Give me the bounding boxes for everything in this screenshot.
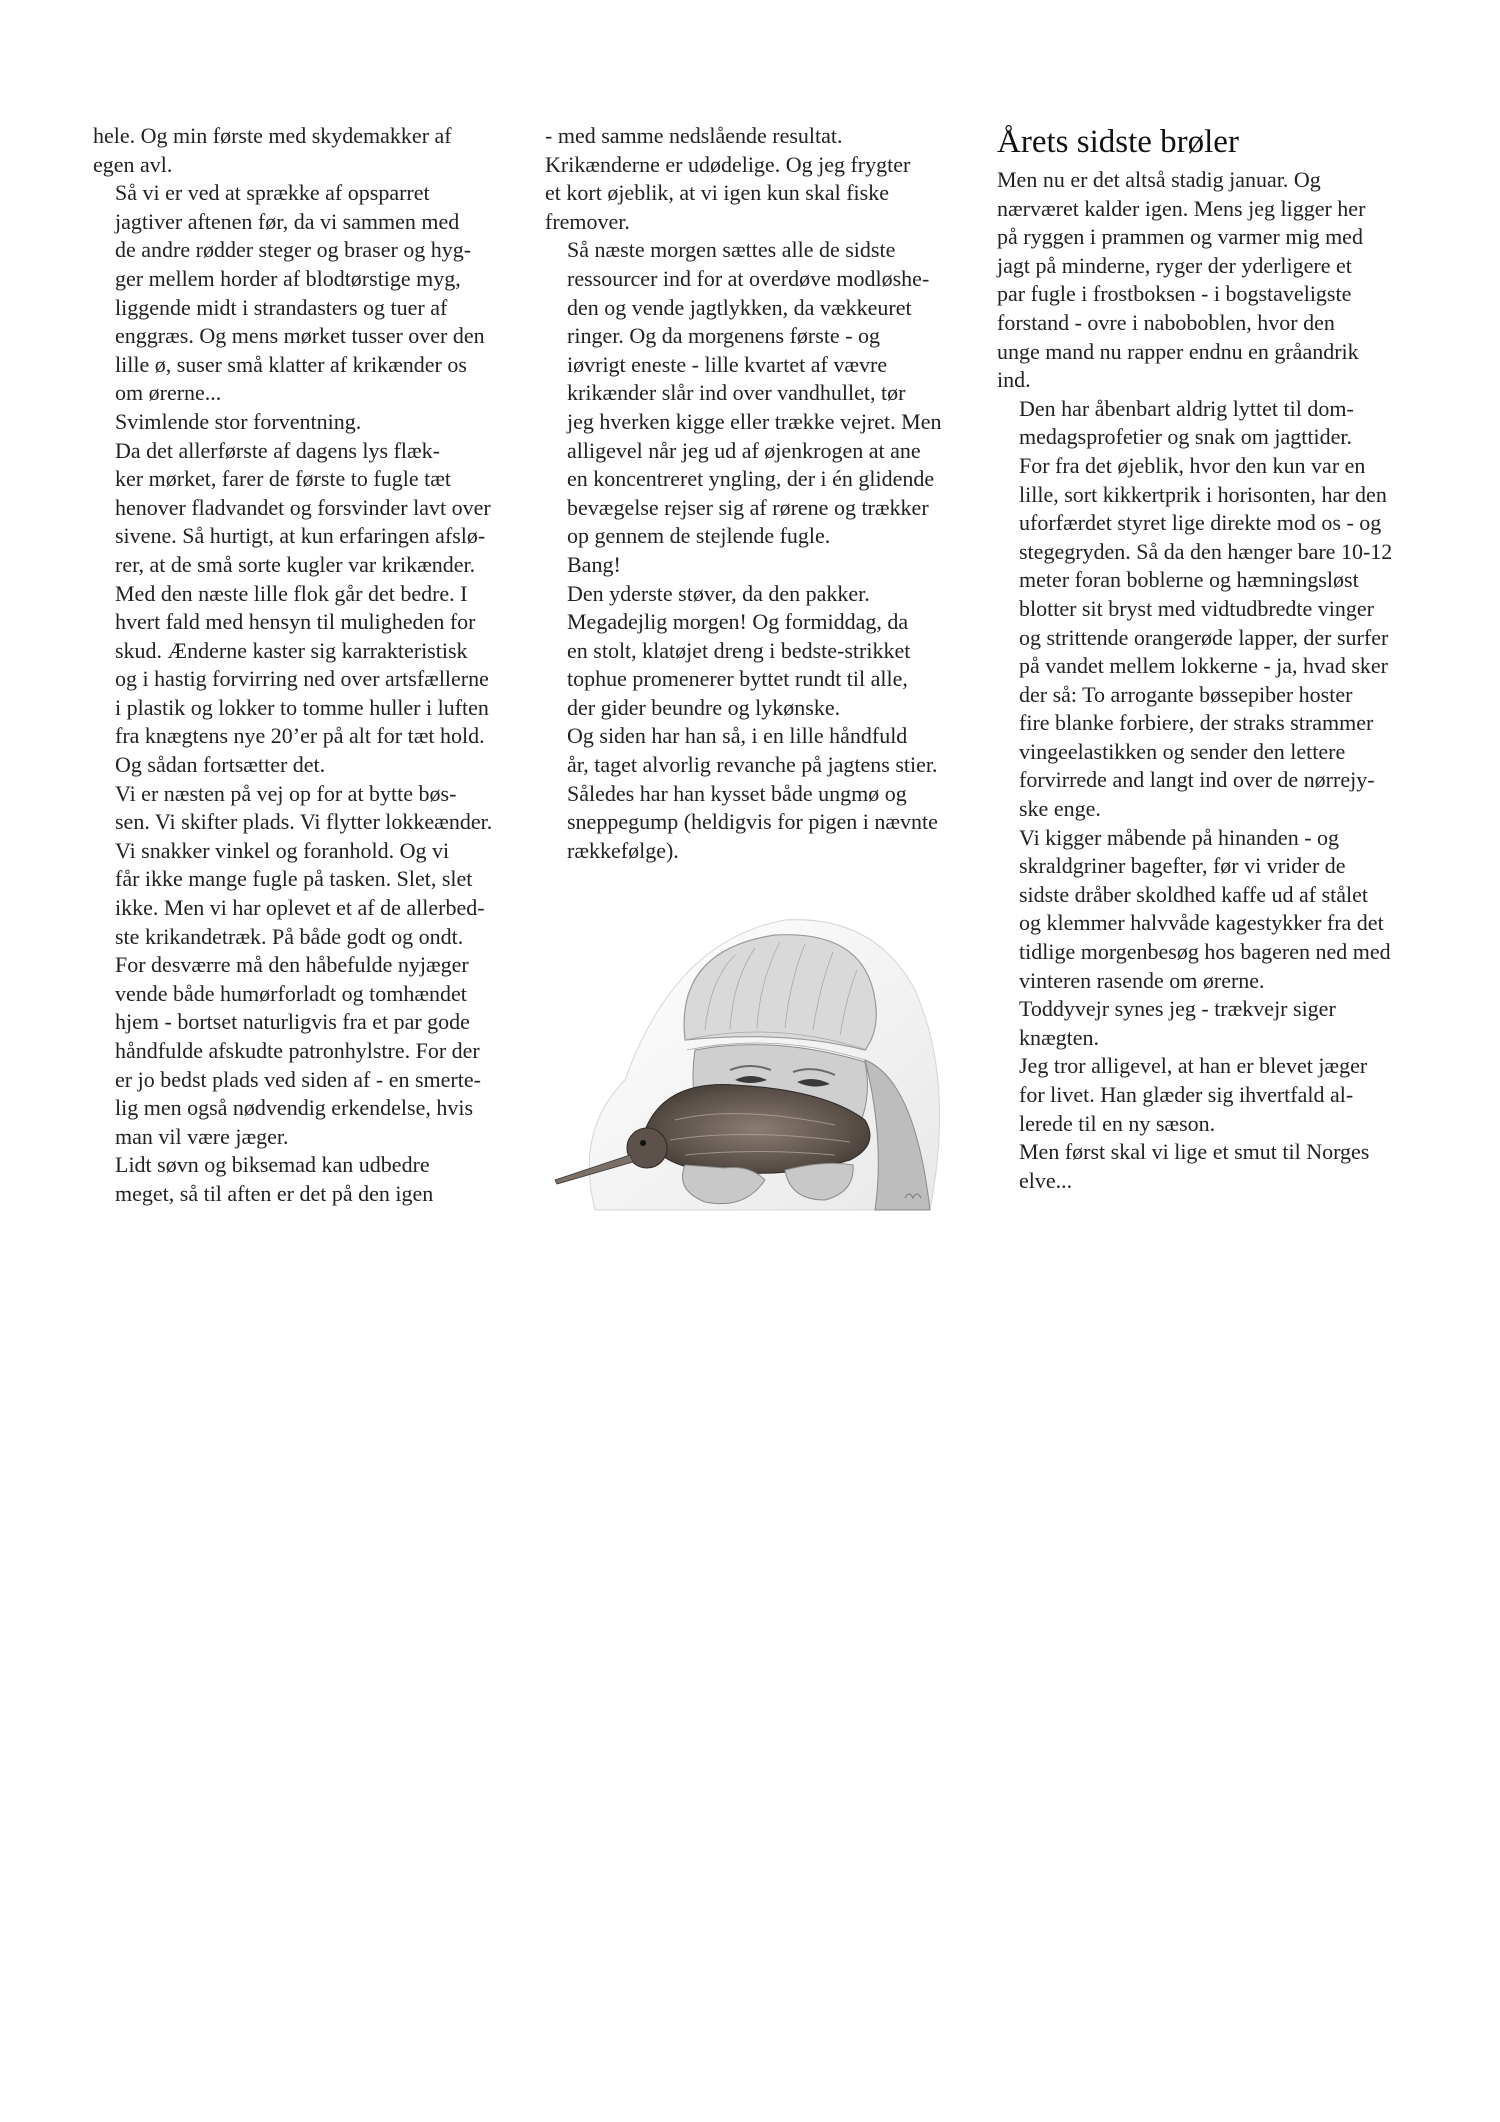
text-line: lig men også nødvendig erkendelse, hvis <box>115 1095 474 1121</box>
text-line: Da det allerførste af dagens lys flæk- <box>115 437 440 463</box>
paragraph <box>93 179 513 408</box>
text-line: sen. Vi skifter plads. Vi flytter lokkeænder. <box>115 809 493 835</box>
paragraph <box>93 122 513 179</box>
text-line: jeg hverken kigge eller trække vejret. Men <box>567 408 942 434</box>
paragraph <box>545 236 975 551</box>
text-line: par fugle i frostboksen - i bogstaveligste <box>997 281 1352 307</box>
text-line: hjem - bortset naturligvis fra et par gode <box>115 1009 470 1035</box>
paragraph <box>997 1138 1427 1195</box>
text-line: Den har åbenbart aldrig lyttet til dom- <box>1019 395 1354 421</box>
text-line: om ørerne... <box>115 380 222 406</box>
text-line: uforfærdet styret lige direkte mod os - og <box>1019 510 1382 536</box>
paragraph <box>93 1151 513 1208</box>
paragraph <box>997 1052 1427 1138</box>
text-line: ikke. Men vi har oplevet et af de allerbed- <box>115 895 485 921</box>
text-line: nærværet kalder igen. Mens jeg ligger her <box>997 195 1366 221</box>
text-line: Megadejlig morgen! Og formiddag, da <box>567 609 909 635</box>
text-line: henover fladvandet og forsvinder lavt over <box>115 494 491 520</box>
text-line: For desværre må den håbefulde nyjæger <box>115 952 469 978</box>
text-line: liggende midt i strandasters og tuer af <box>115 294 448 320</box>
text-line: fra knægtens nye 20’er på alt for tæt hold. <box>115 723 485 749</box>
text-line: elve... <box>1019 1167 1073 1193</box>
paragraph <box>545 122 975 236</box>
text-line: vende både humørforladt og tomhændet <box>115 980 467 1006</box>
text-line: er jo bedst plads ved siden af - en smerte- <box>115 1066 481 1092</box>
text-line: krikænder slår ind over vandhullet, tør <box>567 380 906 406</box>
text-line: Den yderste støver, da den pakker. <box>567 580 870 606</box>
text-line: i plastik og lokker to tomme huller i luften <box>115 694 489 720</box>
text-line: Jeg tror alligevel, at han er blevet jæger <box>1019 1053 1368 1079</box>
text-line: sneppegump (heldigvis for pigen i nævnte <box>567 809 938 835</box>
text-line: der gider beundre og lykønske. <box>567 694 841 720</box>
text-line: enggræs. Og mens mørket tusser over den <box>115 323 485 349</box>
paragraph <box>93 408 513 437</box>
text-line: lille, sort kikkertprik i horisonten, har den <box>1019 481 1387 507</box>
text-line: skud. Ænderne kaster sig karrakteristisk <box>115 637 468 663</box>
text-line: tophue promenerer byttet rundt til alle, <box>567 666 908 692</box>
text-line: meter foran boblerne og hæmningsløst <box>1019 567 1359 593</box>
text-line: alligevel når jeg ud af øjenkrogen at ane <box>567 437 921 463</box>
text-line: ger mellem horder af blodtørstige myg, <box>115 265 461 291</box>
text-line: Så næste morgen sættes alle de sidste <box>567 237 896 263</box>
text-line: Vi er næsten på vej op for at bytte bøs- <box>115 780 457 806</box>
text-line: en stolt, klatøjet dreng i bedste-strikket <box>567 637 911 663</box>
paragraph <box>93 437 513 580</box>
text-line: den og vende jagtlykken, da vækkeuret <box>567 294 912 320</box>
paragraph <box>545 780 975 866</box>
text-line: egen avl. <box>93 151 173 177</box>
text-line: Men nu er det altså stadig januar. Og <box>997 167 1321 192</box>
text-line: vingeelastikken og sender den lettere <box>1019 738 1346 764</box>
text-line: For fra det øjeblik, hvor den kun var en <box>1019 452 1366 478</box>
text-line: Vi kigger måbende på hinanden - og <box>1019 824 1340 850</box>
paragraph <box>545 580 975 609</box>
text-line: Toddyvejr synes jeg - trækvejr siger <box>1019 996 1336 1022</box>
text-line: Lidt søvn og biksemad kan udbedre <box>115 1152 430 1178</box>
paragraph <box>545 551 975 580</box>
text-line: fremover. <box>545 208 630 234</box>
text-column-3 <box>997 122 1427 1195</box>
paragraph <box>997 824 1427 996</box>
paragraph <box>997 395 1427 824</box>
text-line: rer, at de små sorte kugler var krikænder. <box>115 551 476 577</box>
text-line: sivene. Så hurtigt, at kun erfaringen afslø- <box>115 523 486 549</box>
text-line: ske enge. <box>1019 796 1101 822</box>
text-line: der så: To arrogante bøssepiber hoster <box>1019 681 1353 707</box>
text-line: forstand - ovre i naboboblen, hvor den <box>997 309 1335 335</box>
text-line: Med den næste lille flok går det bedre. I <box>115 580 468 606</box>
text-line: hvert fald med hensyn til muligheden for <box>115 609 476 635</box>
text-line: og klemmer halvvåde kagestykker fra det <box>1019 910 1384 936</box>
paragraph <box>545 608 975 722</box>
text-line: medagsprofetier og snak om jagttider. <box>1019 424 1352 450</box>
paragraph <box>545 722 975 779</box>
text-line: Men først skal vi lige et smut til Norges <box>1019 1139 1370 1165</box>
text-column-1 <box>93 122 513 1209</box>
text-line: Vi snakker vinkel og foranhold. Og vi <box>115 837 450 863</box>
text-line: rækkefølge). <box>567 837 679 863</box>
text-line: meget, så til aften er det på den igen <box>115 1180 434 1206</box>
paragraph <box>997 166 1427 395</box>
text-line: ringer. Og da morgenens første - og <box>567 323 881 349</box>
text-line: ker mørket, farer de første to fugle tæt <box>115 466 451 492</box>
text-line: - med samme nedslående resultat. <box>545 123 843 148</box>
text-line: bevægelse rejser sig af rørene og trækker <box>567 494 929 520</box>
text-line: knægten. <box>1019 1024 1100 1050</box>
text-line: lerede til en ny sæson. <box>1019 1110 1216 1136</box>
text-line: stegegryden. Så da den hænger bare 10-12 <box>1019 538 1393 564</box>
text-line: Og sådan fortsætter det. <box>115 752 326 778</box>
text-line: blotter sit bryst med vidtudbredte vinger <box>1019 595 1374 621</box>
text-line: hele. Og min første med skydemakker af <box>93 123 452 148</box>
text-line: op gennem de stejlende fugle. <box>567 523 831 549</box>
text-column-2 <box>545 122 975 865</box>
text-line: får ikke mange fugle på tasken. Slet, slet <box>115 866 473 892</box>
text-line: sidste dråber skoldhed kaffe ud af stålet <box>1019 881 1369 907</box>
text-line: skraldgriner bagefter, før vi vrider de <box>1019 853 1346 879</box>
text-line: forvirrede and langt ind over de nørrejy- <box>1019 767 1375 793</box>
text-line: unge mand nu rapper endnu en gråandrik <box>997 338 1359 364</box>
text-line: håndfulde afskudte patronhylstre. For der <box>115 1038 480 1063</box>
text-line: Således har han kysset både ungmø og <box>567 780 907 806</box>
text-line: Svimlende stor forventning. <box>115 408 362 434</box>
text-line: man vil være jæger. <box>115 1123 289 1149</box>
text-line: vinteren rasende om ørerne. <box>1019 967 1265 993</box>
text-line: på ryggen i prammen og varmer mig med <box>997 224 1363 250</box>
text-line: de andre rødder steger og braser og hyg- <box>115 237 472 263</box>
text-line: Så vi er ved at sprække af opsparret <box>115 180 430 206</box>
text-line: år, taget alvorlig revanche på jagtens stier. <box>567 752 938 778</box>
text-line: iøvrigt eneste - lille kvartet af vævre <box>567 351 888 377</box>
paragraph <box>997 995 1427 1052</box>
text-line: tidlige morgenbesøg hos bageren ned med <box>1019 939 1391 965</box>
text-line: jagtiver aftenen før, da vi sammen med <box>115 208 460 234</box>
text-line: på vandet mellem lokkerne - ja, hvad sker <box>1019 653 1388 679</box>
paragraph <box>93 580 513 752</box>
text-line: en koncentreret yngling, der i én glidende <box>567 466 935 492</box>
text-line: ind. <box>997 367 1031 393</box>
text-line: og strittende orangerøde lapper, der surfer <box>1019 624 1389 650</box>
text-line: Bang! <box>567 551 621 577</box>
text-line: og i hastig forvirring ned over artsfællerne <box>115 666 489 692</box>
hunter-with-bird-illustration <box>535 880 965 1225</box>
text-line: jagt på minderne, ryger der yderligere et <box>997 252 1352 278</box>
paragraph <box>93 780 513 1152</box>
text-line: ste krikandetræk. På både godt og ondt. <box>115 923 464 949</box>
paragraph <box>93 751 513 780</box>
text-line: fire blanke forbiere, der straks strammer <box>1019 710 1374 736</box>
text-line: et kort øjeblik, at vi igen kun skal fiske <box>545 180 889 206</box>
text-line: Krikænderne er udødelige. Og jeg frygter <box>545 151 911 177</box>
text-line: ressourcer ind for at overdøve modløshe- <box>567 265 930 291</box>
text-line: for livet. Han glæder sig ihvertfald al- <box>1019 1082 1354 1107</box>
section-heading: Årets sidste brøler <box>997 124 1239 160</box>
text-line: Og siden har han så, i en lille håndfuld <box>567 723 908 749</box>
text-line: lille ø, suser små klatter af krikænder os <box>115 351 467 377</box>
